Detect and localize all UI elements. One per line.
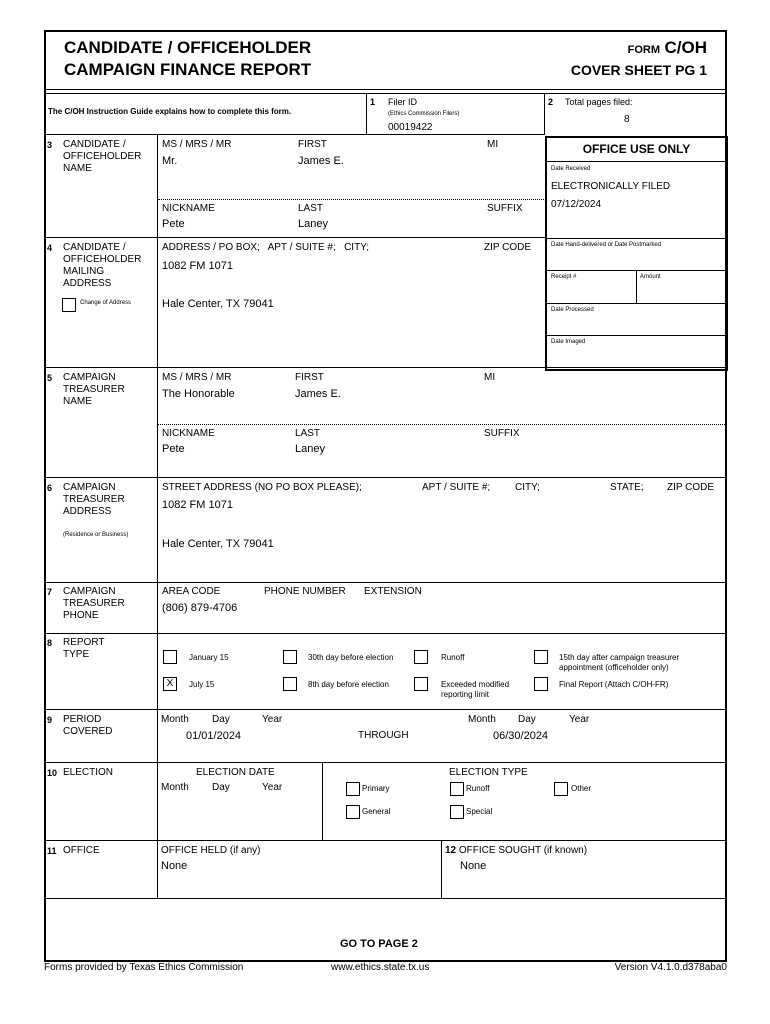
- s11-number: 11: [47, 846, 57, 856]
- row-divider-4-5: [44, 367, 727, 368]
- report-type-jul15-label: July 15: [189, 680, 215, 689]
- s9-label-2: COVERED: [63, 726, 113, 737]
- row-divider-intro: [44, 134, 545, 135]
- s10-divider: [322, 763, 323, 841]
- report-type-exceeded-label-2: reporting limit: [441, 690, 490, 699]
- form-label: FORM: [627, 44, 661, 56]
- s3-nickname-label: NICKNAME: [162, 203, 215, 214]
- change-of-address-label: Change of Address: [80, 300, 132, 306]
- s9-to-year-label: Year: [569, 714, 590, 725]
- row-divider-7-8: [44, 633, 727, 634]
- election-other-checkbox[interactable]: [554, 782, 568, 796]
- report-type-8day-label: 8th day before election: [308, 680, 389, 689]
- s7-phone-label: PHONE NUMBER: [264, 586, 346, 597]
- row-divider-3-4: [44, 237, 545, 238]
- intro-divider-b: [544, 94, 545, 134]
- go-to-page-2: GO TO PAGE 2: [340, 938, 418, 950]
- s4-zip-label: ZIP CODE: [484, 242, 532, 253]
- s6-address-line2[interactable]: Hale Center, TX 79041: [162, 538, 274, 550]
- s5-label-2: TREASURER: [63, 384, 125, 395]
- s11-label-text: OFFICE: [63, 845, 100, 856]
- s4-label-1: CANDIDATE /: [63, 242, 126, 253]
- form-code: [628, 38, 707, 58]
- s6-street-label: STREET ADDRESS (NO PO BOX PLEASE);: [162, 482, 362, 493]
- filer-id-label: Filer ID: [388, 97, 417, 107]
- election-special-checkbox[interactable]: [450, 805, 464, 819]
- date-received-value: ELECTRONICALLY FILED: [551, 181, 671, 192]
- footer-url[interactable]: www.ethics.state.tx.us: [331, 962, 430, 973]
- s3-label-3: NAME: [63, 163, 92, 174]
- report-type-15day-checkbox[interactable]: [534, 650, 548, 664]
- s6-apt-label: APT / SUITE #;: [422, 482, 491, 493]
- cover-sheet-label: COVER SHEET PG 1: [570, 62, 707, 78]
- s6-label-sub: (Residence or Business): [63, 532, 129, 538]
- form-title-line2: CAMPAIGN FINANCE REPORT: [64, 60, 312, 79]
- s3-suffix-label: SUFFIX: [487, 203, 523, 214]
- s3-dotted-divider: [158, 199, 544, 200]
- s3-number: 3: [47, 140, 53, 150]
- change-of-address-checkbox[interactable]: [62, 298, 76, 312]
- row-divider-5-6: [44, 477, 727, 478]
- report-type-jan15-label: January 15: [189, 653, 229, 662]
- s7-number: 7: [47, 587, 53, 597]
- s4-label-2: OFFICEHOLDER: [63, 254, 142, 265]
- s9-label-1: PERIOD: [63, 714, 102, 725]
- s5-last-value[interactable]: Laney: [295, 443, 325, 455]
- report-type-15day-label-1: 15th day after campaign treasurer: [559, 653, 680, 662]
- s10-date-label: ELECTION DATE: [196, 767, 275, 778]
- s9-to-day-label: Day: [518, 714, 536, 725]
- s10-label-text: ELECTION: [63, 767, 114, 778]
- s3-last-value[interactable]: Laney: [298, 218, 328, 230]
- s3-last-label: LAST: [298, 203, 324, 214]
- report-type-30day-checkbox[interactable]: [283, 650, 297, 664]
- s5-nickname-value[interactable]: Pete: [162, 443, 185, 455]
- s3-first-label: FIRST: [298, 139, 327, 150]
- election-runoff-checkbox[interactable]: [450, 782, 464, 796]
- pages-label: Total pages filed:: [565, 97, 633, 107]
- s5-number: 5: [47, 373, 53, 383]
- pages-number: 2: [548, 97, 554, 107]
- date-imaged-label: Date Imaged: [551, 339, 586, 345]
- s7-ext-label: EXTENSION: [364, 586, 422, 597]
- office-sought-label: [445, 845, 587, 856]
- row-divider-11-footer: [44, 898, 727, 899]
- s4-label-4: ADDRESS: [63, 278, 112, 289]
- s3-ms-value[interactable]: Mr.: [162, 155, 178, 167]
- hand-delivered-label: Date Hand-delivered or Date Postmarked: [551, 242, 662, 248]
- pages-value[interactable]: 8: [624, 114, 630, 125]
- s9-from-year-label: Year: [262, 714, 283, 725]
- election-runoff-label: Runoff: [466, 784, 490, 793]
- header-divider-1: [44, 89, 727, 90]
- form-code-value: C/OH: [664, 38, 707, 57]
- s5-dotted-divider: [158, 424, 725, 425]
- s6-label-1: CAMPAIGN: [63, 482, 116, 493]
- s3-label-2: OFFICEHOLDER: [63, 151, 142, 162]
- form-title-line1: CANDIDATE / OFFICEHOLDER: [64, 38, 312, 57]
- s3-nickname-value[interactable]: Pete: [162, 218, 185, 230]
- s5-label-3: NAME: [63, 396, 92, 407]
- s3-ms-label: MS / MRS / MR: [162, 139, 232, 150]
- report-type-final-label: Final Report (Attach C/OH-FR): [559, 680, 669, 689]
- election-general-label: General: [362, 807, 391, 816]
- s10-year-label: Year: [262, 782, 283, 793]
- s3-first-value[interactable]: James E.: [298, 155, 344, 167]
- s9-from-value[interactable]: 01/01/2024: [186, 730, 242, 742]
- report-type-jan15-checkbox[interactable]: [163, 650, 177, 664]
- intro-divider-a: [366, 94, 367, 134]
- jul15-check-mark: X: [166, 678, 174, 689]
- s7-label-3: PHONE: [63, 610, 99, 621]
- office-use-title: OFFICE USE ONLY: [582, 142, 691, 156]
- election-primary-checkbox[interactable]: [346, 782, 360, 796]
- receipt-label: Receipt #: [551, 274, 577, 280]
- label-column-divider: [157, 135, 158, 898]
- s7-label-1: CAMPAIGN: [63, 586, 116, 597]
- office-held-value[interactable]: None: [161, 860, 188, 872]
- report-type-final-checkbox[interactable]: [534, 677, 548, 691]
- row-divider-8-9: [44, 709, 727, 710]
- s9-to-month-label: Month: [468, 714, 496, 725]
- amount-label: Amount: [640, 274, 661, 280]
- report-type-8day-checkbox[interactable]: [283, 677, 297, 691]
- s6-number: 6: [47, 483, 53, 493]
- s5-last-label: LAST: [295, 428, 321, 439]
- s6-address-line1[interactable]: 1082 FM 1071: [162, 499, 233, 511]
- office-held-label: OFFICE HELD (if any): [161, 845, 261, 856]
- election-primary-label: Primary: [362, 784, 390, 793]
- s5-mi-label: MI: [484, 372, 496, 383]
- s5-first-value[interactable]: James E.: [295, 388, 341, 400]
- s9-from-month-label: Month: [161, 714, 189, 725]
- s8-label-2: TYPE: [63, 649, 90, 660]
- s10-type-label: ELECTION TYPE: [449, 767, 528, 778]
- report-type-15day-label-2: appointment (officeholder only): [559, 663, 669, 672]
- report-type-runoff-checkbox[interactable]: [414, 650, 428, 664]
- office-use-divider-5: [547, 335, 726, 336]
- row-divider-9-10: [44, 762, 727, 763]
- s4-address-line1[interactable]: 1082 FM 1071: [162, 260, 233, 272]
- report-type-jul15-checkbox[interactable]: [163, 677, 177, 691]
- report-type-exceeded-label-1: Exceeded modified: [441, 680, 510, 689]
- s7-label-2: TREASURER: [63, 598, 125, 609]
- filer-id-value[interactable]: 00019422: [388, 122, 433, 133]
- s6-label-2: TREASURER: [63, 494, 125, 505]
- s10-month-label: Month: [161, 782, 189, 793]
- header-divider-2: [44, 93, 727, 94]
- footer-version: Version V4.1.0.d378aba0: [614, 962, 727, 973]
- s6-state-label: STATE;: [610, 482, 644, 493]
- office-sought-value[interactable]: None: [460, 860, 487, 872]
- s4-address-line2[interactable]: Hale Center, TX 79041: [162, 298, 274, 310]
- s6-label-3: ADDRESS: [63, 506, 112, 517]
- s9-number: 9: [47, 715, 53, 725]
- date-received-label: Date Received: [551, 166, 591, 172]
- office-use-divider-1: [547, 161, 726, 162]
- s10-number: 10: [47, 768, 58, 778]
- office-use-divider-4: [547, 303, 726, 304]
- s6-city-label: CITY;: [515, 482, 540, 493]
- office-sought-number: 12: [445, 845, 457, 856]
- election-other-label: Other: [571, 784, 592, 793]
- s4-number: 4: [47, 243, 53, 253]
- s9-through-label: THROUGH: [358, 730, 409, 741]
- s9-from-day-label: Day: [212, 714, 230, 725]
- office-sought-label-text: OFFICE SOUGHT (if known): [458, 845, 588, 856]
- s10-day-label: Day: [212, 782, 230, 793]
- s8-number: 8: [47, 638, 53, 648]
- filer-id-number: 1: [370, 97, 376, 107]
- report-type-runoff-label: Runoff: [441, 653, 465, 662]
- s11-divider: [441, 841, 442, 898]
- s3-mi-label: MI: [487, 139, 499, 150]
- s5-first-label: FIRST: [295, 372, 324, 383]
- s7-area-label: AREA CODE: [162, 586, 221, 597]
- s5-suffix-label: SUFFIX: [484, 428, 520, 439]
- s4-label-3: MAILING: [63, 266, 105, 277]
- report-type-exceeded-checkbox[interactable]: [414, 677, 428, 691]
- s5-nickname-label: NICKNAME: [162, 428, 215, 439]
- s9-to-value[interactable]: 06/30/2024: [493, 730, 549, 742]
- date-processed-label: Date Processed: [551, 307, 594, 313]
- s6-zip-label: ZIP CODE: [667, 482, 715, 493]
- office-use-divider-2: [547, 238, 726, 239]
- s3-label-1: CANDIDATE /: [63, 139, 126, 150]
- s7-phone-value[interactable]: (806) 879-4706: [162, 602, 238, 614]
- report-type-30day-label: 30th day before election: [308, 653, 394, 662]
- s5-label-1: CAMPAIGN: [63, 372, 116, 383]
- instruction-text: The C/OH Instruction Guide explains how to complete this form.: [48, 107, 292, 116]
- s5-ms-value[interactable]: The Honorable: [162, 388, 235, 400]
- s8-label-1: REPORT: [63, 637, 105, 648]
- s4-address-label: ADDRESS / PO BOX; APT / SUITE #; CITY;: [162, 242, 369, 253]
- footer-provider: Forms provided by Texas Ethics Commission: [44, 962, 244, 973]
- row-divider-6-7: [44, 582, 727, 583]
- office-use-receipt-divider: [636, 270, 637, 304]
- filer-id-sublabel: (Ethics Commission Filers): [388, 111, 460, 117]
- frame-top: [44, 30, 727, 32]
- election-general-checkbox[interactable]: [346, 805, 360, 819]
- s5-ms-label: MS / MRS / MR: [162, 372, 232, 383]
- frame-left: [44, 30, 46, 962]
- date-received-date: 07/12/2024: [551, 199, 602, 210]
- row-divider-10-11: [44, 840, 727, 841]
- election-special-label: Special: [466, 807, 493, 816]
